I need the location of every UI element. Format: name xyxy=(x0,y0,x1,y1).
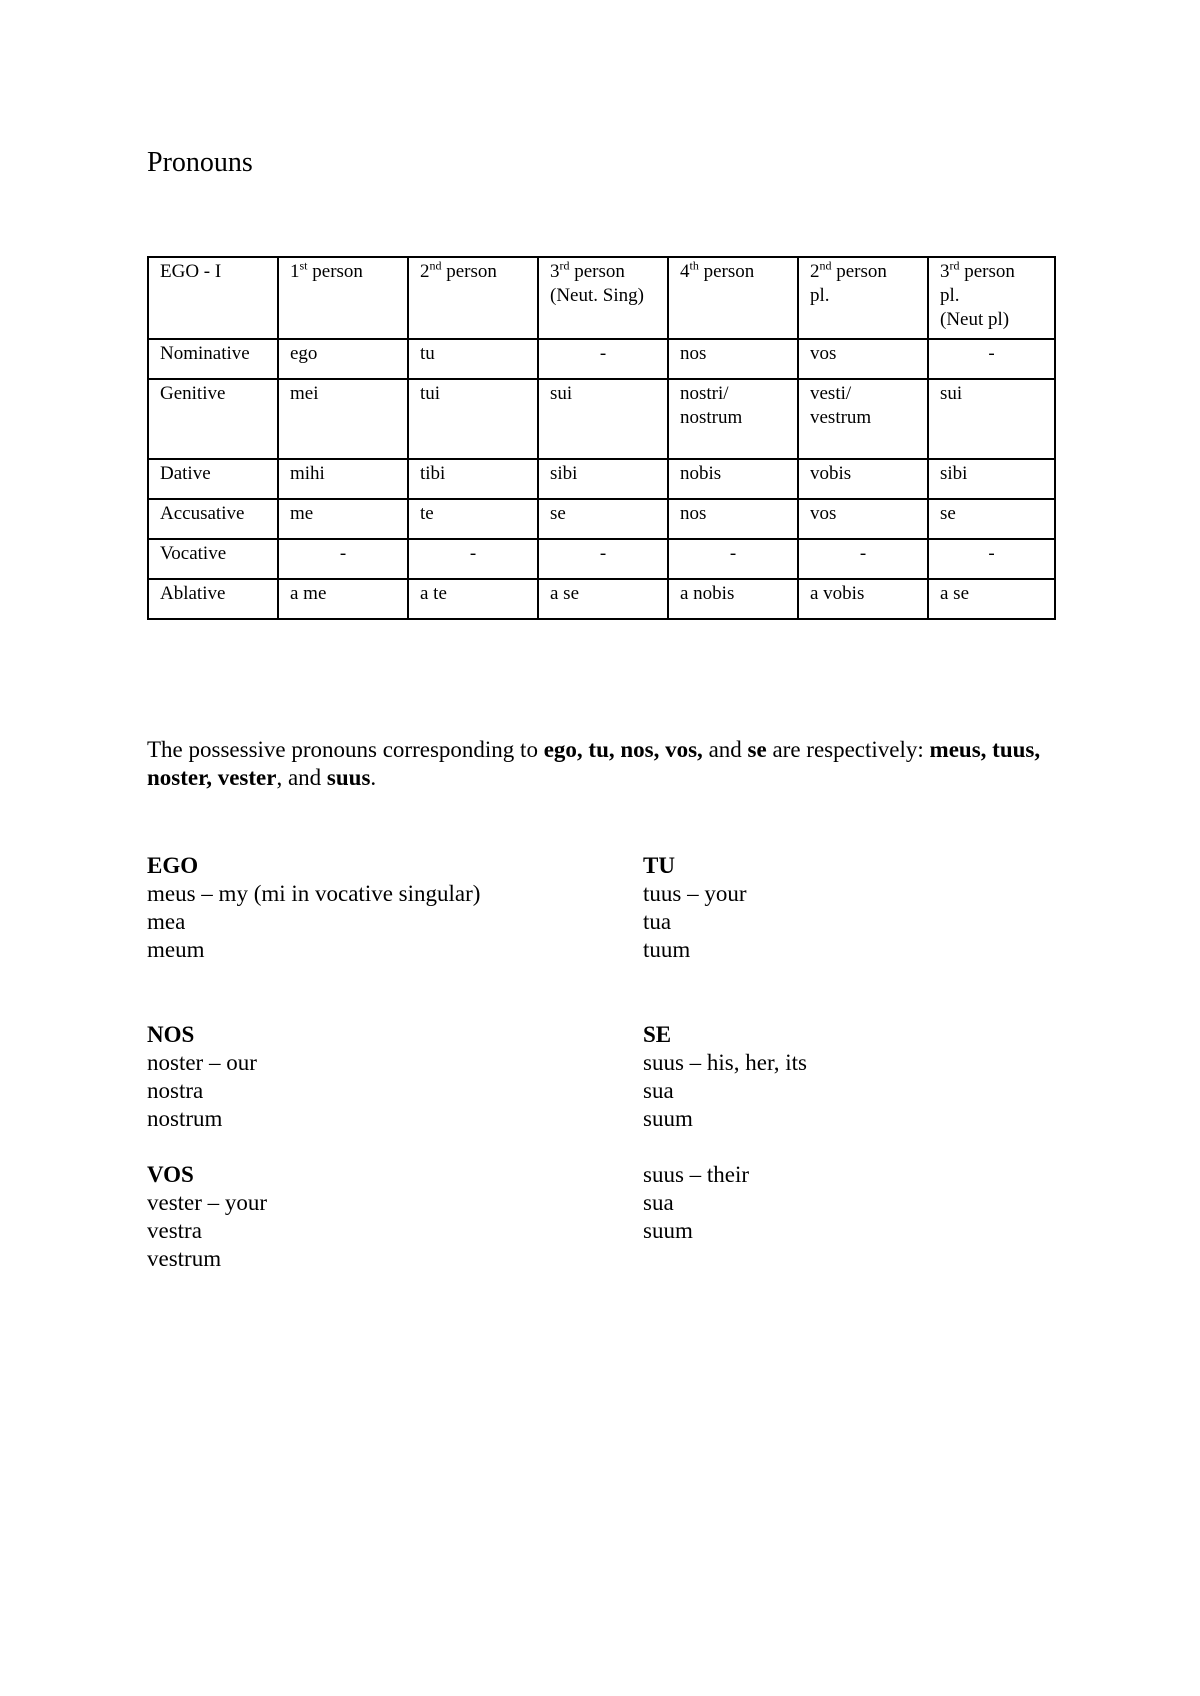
block-line: nostrum xyxy=(147,1106,223,1131)
table-cell: vos xyxy=(798,499,928,539)
header-3rd-person-pl: 3rd person pl. (Neut pl) xyxy=(928,257,1055,339)
header-4th-person: 4th person xyxy=(668,257,798,339)
block-line: sua xyxy=(643,1078,674,1103)
table-cell: tui xyxy=(408,379,538,459)
table-cell: a te xyxy=(408,579,538,619)
table-cell: - xyxy=(278,539,408,579)
block-heading: NOS xyxy=(147,1022,195,1047)
table-cell: sibi xyxy=(538,459,668,499)
table-cell: se xyxy=(928,499,1055,539)
block-line: meus – my (mi in vocative singular) xyxy=(147,881,481,906)
block-line: suus – his, her, its xyxy=(643,1050,807,1075)
table-cell: a vobis xyxy=(798,579,928,619)
block-line: vester – your xyxy=(147,1190,268,1215)
table-cell: nobis xyxy=(668,459,798,499)
table-row-ablative xyxy=(148,579,1055,619)
possessive-block-se-plural xyxy=(643,1161,749,1245)
possessive-block-nos xyxy=(147,1021,257,1133)
header-2nd-person-pl: 2nd person pl. xyxy=(798,257,928,339)
possessive-block-tu xyxy=(643,852,747,964)
table-cell: te xyxy=(408,499,538,539)
table-cell: sui xyxy=(538,379,668,459)
possessive-block-vos xyxy=(147,1161,267,1273)
case-label: Vocative xyxy=(148,539,278,579)
table-cell: - xyxy=(928,539,1055,579)
table-cell: - xyxy=(408,539,538,579)
table-row-dative xyxy=(148,459,1055,499)
table-cell: ego xyxy=(278,339,408,379)
possessive-intro-paragraph: The possessive pronouns corresponding to ego, tu, nos, vos, and se are respectively: meus, tuus, noster, vester, and suus. xyxy=(147,737,1041,790)
table-cell: a se xyxy=(538,579,668,619)
table-row-vocative xyxy=(148,539,1055,579)
table-cell: - xyxy=(798,539,928,579)
case-label: Dative xyxy=(148,459,278,499)
table-cell: tibi xyxy=(408,459,538,499)
block-line: vestrum xyxy=(147,1246,222,1271)
table-row-genitive xyxy=(148,379,1055,459)
header-2nd-person: 2nd person xyxy=(408,257,538,339)
table-cell: - xyxy=(538,339,668,379)
block-line: mea xyxy=(147,909,186,934)
table-cell: - xyxy=(538,539,668,579)
table-cell: a nobis xyxy=(668,579,798,619)
table-row-accusative xyxy=(148,499,1055,539)
header-corner: EGO - I xyxy=(148,257,278,339)
case-label: Ablative xyxy=(148,579,278,619)
possessive-block-ego xyxy=(147,852,480,964)
block-line: tua xyxy=(643,909,672,934)
possessive-block-se xyxy=(643,1021,807,1133)
pronoun-declension-table xyxy=(147,256,1056,620)
block-heading: SE xyxy=(643,1022,672,1047)
table-header-row xyxy=(148,257,1055,339)
block-line: suus – their xyxy=(643,1162,750,1187)
block-heading: EGO xyxy=(147,853,199,878)
block-line: vestra xyxy=(147,1218,202,1243)
table-cell: vesti/ vestrum xyxy=(798,379,928,459)
table-cell: nostri/ nostrum xyxy=(668,379,798,459)
block-line: noster – our xyxy=(147,1050,257,1075)
table-cell: vobis xyxy=(798,459,928,499)
table-cell: a se xyxy=(928,579,1055,619)
table-cell: mihi xyxy=(278,459,408,499)
block-line: tuus – your xyxy=(643,881,747,906)
table-row-nominative xyxy=(148,339,1055,379)
block-line: suum xyxy=(643,1218,693,1243)
table-cell: me xyxy=(278,499,408,539)
table-cell: vos xyxy=(798,339,928,379)
block-line: nostra xyxy=(147,1078,204,1103)
header-1st-person: 1st person xyxy=(278,257,408,339)
table-cell: a me xyxy=(278,579,408,619)
block-line: tuum xyxy=(643,937,691,962)
table-cell: se xyxy=(538,499,668,539)
case-label: Genitive xyxy=(148,379,278,459)
table-cell: sibi xyxy=(928,459,1055,499)
table-cell: - xyxy=(668,539,798,579)
block-heading: TU xyxy=(643,853,675,878)
table-cell: nos xyxy=(668,339,798,379)
case-label: Nominative xyxy=(148,339,278,379)
block-line: meum xyxy=(147,937,205,962)
table-cell: nos xyxy=(668,499,798,539)
table-cell: sui xyxy=(928,379,1055,459)
page-title: Pronouns xyxy=(147,147,253,178)
case-label: Accusative xyxy=(148,499,278,539)
block-line: sua xyxy=(643,1190,674,1215)
table-cell: tu xyxy=(408,339,538,379)
block-heading: VOS xyxy=(147,1162,194,1187)
table-cell: - xyxy=(928,339,1055,379)
table-cell: mei xyxy=(278,379,408,459)
header-3rd-person-neut-sing: 3rd person (Neut. Sing) xyxy=(538,257,668,339)
block-line: suum xyxy=(643,1106,693,1131)
